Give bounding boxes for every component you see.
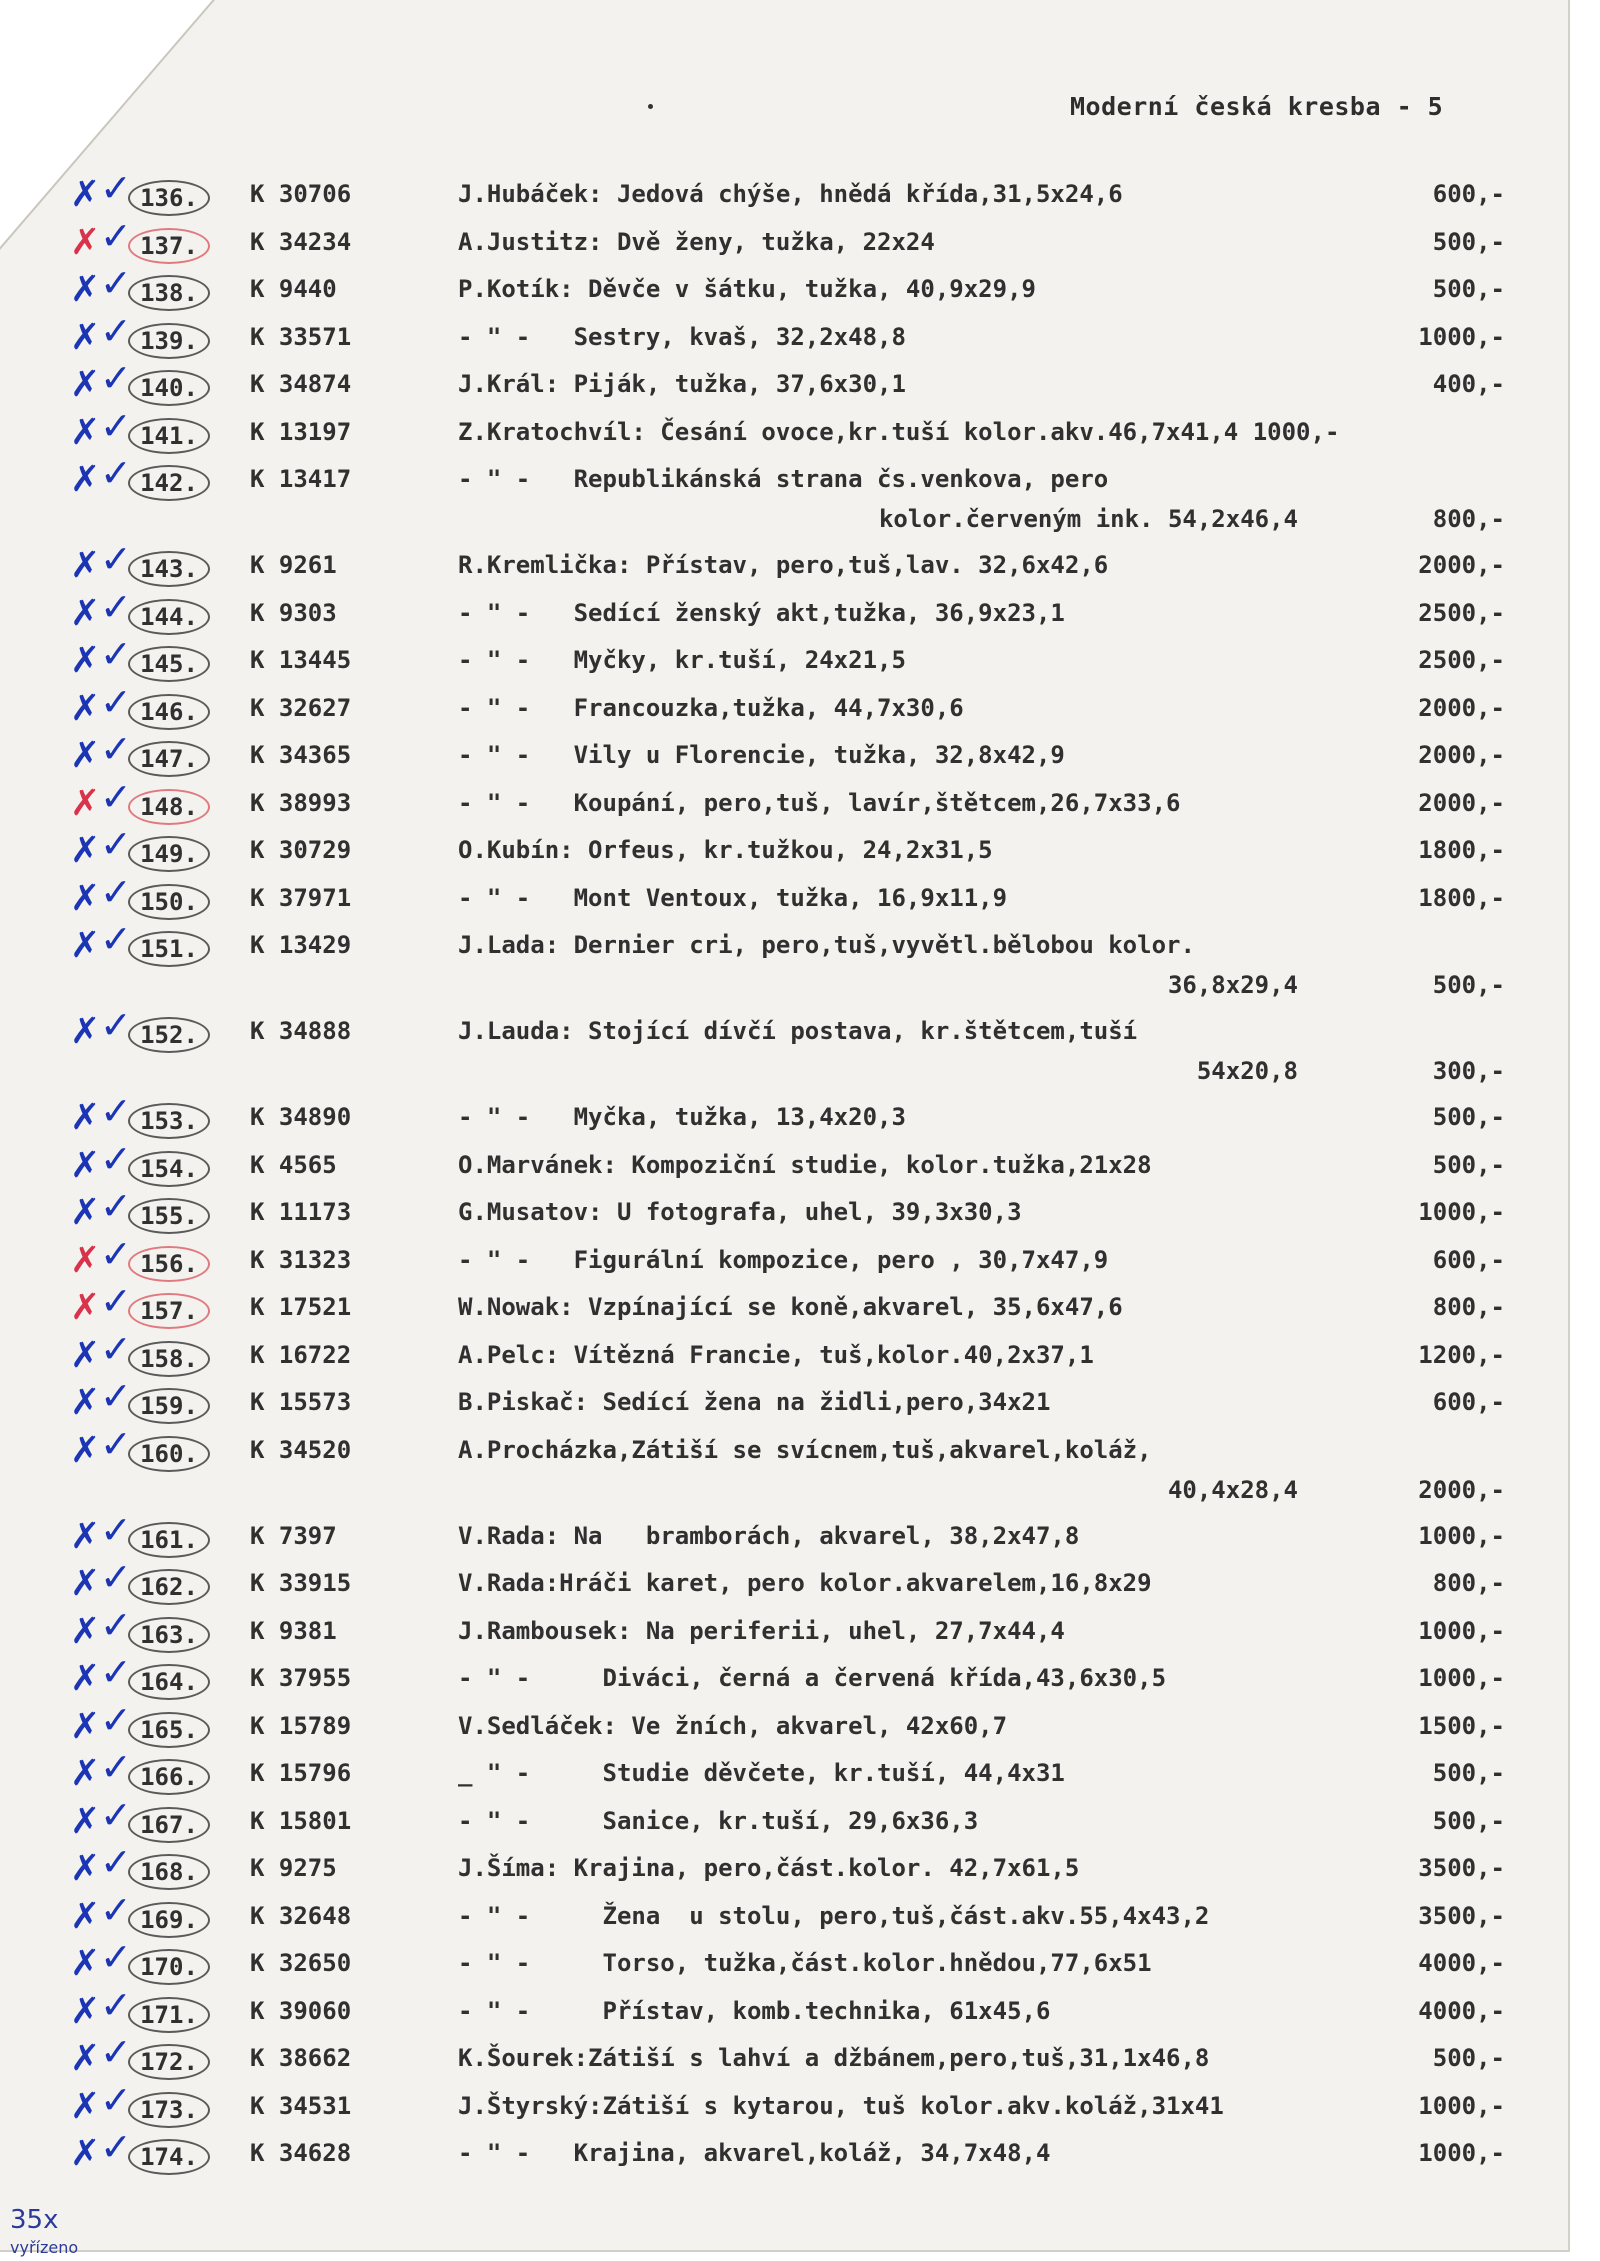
item-number: 152.	[128, 1017, 210, 1053]
inventory-number: K 15796	[250, 1759, 352, 1787]
inventory-number: K 37955	[250, 1664, 352, 1692]
price: 500,-	[1432, 1150, 1505, 1179]
item-number: 166.	[128, 1759, 210, 1795]
check-mark-icon: ✓	[100, 1650, 132, 1694]
artwork-description-continued: 54x20,8	[1196, 1057, 1298, 1085]
catalogue-entry	[0, 822, 1568, 880]
catalogue-entry	[0, 166, 1568, 224]
item-number: 160.	[128, 1436, 210, 1472]
price: 500,-	[1432, 2044, 1505, 2072]
item-number: 165.	[128, 1712, 210, 1748]
artwork-description: - " - Přístav, komb.technika, 61x45,6	[458, 1996, 1051, 2025]
handwritten-marks	[42, 2125, 142, 2183]
inventory-number: K 11173	[250, 1198, 352, 1226]
item-number: 138.	[128, 275, 210, 311]
cross-mark-icon: ✗	[70, 411, 101, 453]
cross-mark-icon: ✗	[70, 1943, 101, 1984]
item-number: 145.	[128, 646, 210, 682]
price: 1000,-	[1418, 1521, 1505, 1550]
catalogue-entry	[0, 727, 1568, 785]
price: 1000,-	[1418, 322, 1505, 351]
cross-mark-icon: ✗	[70, 316, 101, 358]
check-mark-icon: ✓	[100, 356, 132, 400]
price: 1000,-	[1418, 1664, 1505, 1692]
item-number: 158.	[128, 1341, 210, 1377]
inventory-number: K 34890	[250, 1103, 352, 1131]
price: 500,-	[1432, 275, 1505, 303]
cross-mark-icon: ✗	[70, 364, 101, 405]
price: 2000,-	[1418, 788, 1505, 817]
check-mark-icon: ✓	[100, 1792, 132, 1837]
catalogue-entry	[0, 584, 1568, 643]
price: 600,-	[1432, 1245, 1505, 1274]
catalogue-entry	[0, 1136, 1568, 1195]
catalogue-entry	[0, 1887, 1568, 1946]
price: 1800,-	[1418, 836, 1505, 864]
cross-mark-icon: ✗	[70, 1800, 101, 1842]
inventory-number: K 13417	[250, 465, 352, 493]
check-mark-icon: ✓	[100, 261, 132, 305]
check-mark-icon: ✓	[100, 1555, 132, 1599]
price: 1000,-	[1418, 2091, 1505, 2120]
item-number: 154.	[128, 1151, 210, 1187]
artwork-description: J.Hubáček: Jedová chýše, hnědá křída,31,5x24,6	[458, 180, 1123, 208]
catalogue-entry	[0, 1326, 1568, 1385]
artwork-description: - " - Sedící ženský akt,tužka, 36,9x23,1	[458, 598, 1065, 627]
price: 2000,-	[1418, 551, 1505, 579]
cross-mark-icon: ✗	[70, 782, 101, 824]
cross-mark-icon: ✗	[70, 1239, 101, 1281]
inventory-number: K 34234	[250, 227, 352, 256]
margin-note-done: vyřízeno	[10, 2238, 79, 2257]
inventory-number: K 17521	[250, 1293, 352, 1321]
check-mark-icon: ✓	[100, 1136, 132, 1181]
inventory-number: K 15573	[250, 1388, 352, 1416]
check-mark-icon: ✓	[100, 822, 132, 866]
cross-mark-icon: ✗	[70, 2133, 101, 2174]
inventory-number: K 9275	[250, 1854, 337, 1882]
artwork-description: - " - Vily u Florencie, tužka, 32,8x42,9	[458, 741, 1065, 769]
inventory-number: K 38662	[250, 2044, 352, 2072]
artwork-description: J.Král: Piják, tužka, 37,6x30,1	[458, 370, 906, 398]
inventory-number: K 9381	[250, 1616, 337, 1645]
price: 1500,-	[1418, 1711, 1505, 1740]
cross-mark-icon: ✗	[70, 1144, 101, 1186]
check-mark-icon: ✓	[100, 213, 132, 258]
catalogue-entry	[0, 1650, 1568, 1708]
check-mark-icon: ✓	[100, 1003, 132, 1047]
price: 1800,-	[1418, 883, 1505, 912]
inventory-number: K 13445	[250, 646, 352, 674]
artwork-description: - " - Krajina, akvarel,koláž, 34,7x48,4	[458, 2139, 1051, 2167]
check-mark-icon: ✓	[100, 1602, 132, 1647]
page-heading: Moderní česká kresba - 5	[1070, 92, 1444, 121]
artwork-description: - " - Žena u stolu, pero,tuš,část.akv.55,4x43,2	[458, 1901, 1210, 1930]
item-number: 157.	[128, 1293, 210, 1329]
check-mark-icon: ✓	[100, 774, 132, 819]
price: 2500,-	[1418, 646, 1505, 674]
item-number: 148.	[128, 789, 210, 825]
item-number: 150.	[128, 884, 210, 920]
item-number: 164.	[128, 1664, 210, 1700]
inventory-number: K 34365	[250, 741, 352, 769]
check-mark-icon: ✓	[100, 1840, 132, 1884]
catalogue-entry	[0, 261, 1568, 319]
catalogue-entry	[0, 1374, 1568, 1432]
artwork-description: A.Pelc: Vítězná Francie, tuš,kolor.40,2x37,1	[458, 1340, 1094, 1369]
artwork-description: A.Procházka,Zátiší se svícnem,tuš,akvarel,koláž,	[458, 1435, 1152, 1464]
inventory-number: K 15789	[250, 1711, 352, 1740]
check-mark-icon: ✓	[100, 1089, 132, 1133]
item-number: 162.	[128, 1569, 210, 1605]
cross-mark-icon: ✗	[70, 1429, 101, 1471]
inventory-number: K 34531	[250, 2091, 352, 2120]
check-mark-icon: ✓	[100, 403, 132, 448]
catalogue-entry	[0, 1184, 1568, 1242]
cross-mark-icon: ✗	[70, 687, 101, 729]
check-mark-icon: ✓	[100, 451, 132, 495]
cross-mark-icon: ✗	[70, 1563, 101, 1604]
artwork-description: J.Lauda: Stojící dívčí postava, kr.štětcem,tuší	[458, 1017, 1138, 1045]
inventory-number: K 7397	[250, 1521, 337, 1550]
price: 600,-	[1432, 180, 1505, 208]
artwork-description: K.Šourek:Zátiší s lahví a džbánem,pero,tuš,31,1x46,8	[458, 2044, 1210, 2072]
check-mark-icon: ✓	[100, 1184, 132, 1228]
catalogue-entry	[0, 2030, 1568, 2088]
inventory-number: K 32627	[250, 693, 352, 722]
cross-mark-icon: ✗	[70, 877, 101, 919]
cross-mark-icon: ✗	[70, 1848, 101, 1889]
price: 3500,-	[1418, 1854, 1505, 1882]
check-mark-icon: ✓	[100, 166, 132, 210]
catalogue-entry	[0, 917, 1568, 1009]
artwork-description: - " - Mont Ventoux, tužka, 16,9x11,9	[458, 883, 1008, 912]
cross-mark-icon: ✗	[70, 640, 101, 681]
check-mark-icon: ✓	[100, 1935, 132, 1979]
inventory-number: K 13197	[250, 417, 352, 446]
catalogue-entry	[0, 1935, 1568, 1993]
price: 500,-	[1432, 1806, 1505, 1835]
item-number: 147.	[128, 741, 210, 777]
inventory-number: K 33915	[250, 1569, 352, 1597]
price: 500,-	[1432, 1103, 1505, 1131]
check-mark-icon: ✓	[100, 1374, 132, 1418]
catalogue-entry	[0, 1745, 1568, 1803]
price: 500,-	[1432, 1759, 1505, 1787]
price: 800,-	[1432, 1569, 1505, 1597]
inventory-number: K 32650	[250, 1949, 352, 1977]
catalogue-entry	[0, 1279, 1568, 1337]
catalogue-entry	[0, 1089, 1568, 1147]
artwork-description: J.Lada: Dernier cri, pero,tuš,vyvětl.bělobou kolor.	[458, 931, 1195, 959]
catalogue-entry	[0, 679, 1568, 738]
cross-mark-icon: ✗	[70, 1515, 101, 1557]
cross-mark-icon: ✗	[70, 925, 101, 966]
catalogue-entry	[0, 213, 1568, 272]
cross-mark-icon: ✗	[70, 1334, 101, 1376]
check-mark-icon: ✓	[100, 1697, 132, 1742]
check-mark-icon: ✓	[100, 1745, 132, 1789]
inventory-number: K 33571	[250, 322, 352, 351]
check-mark-icon: ✓	[100, 2030, 132, 2074]
check-mark-icon: ✓	[100, 869, 132, 914]
cross-mark-icon: ✗	[70, 1895, 101, 1937]
check-mark-icon: ✓	[100, 2125, 132, 2169]
item-number: 171.	[128, 1997, 210, 2033]
check-mark-icon: ✓	[100, 1231, 132, 1276]
artwork-description: Z.Kratochvíl: Česání ovoce,kr.tuší kolor.akv.46,7x41,4 1000,-	[458, 417, 1340, 446]
item-number: 141.	[128, 418, 210, 454]
cross-mark-icon: ✗	[70, 269, 101, 310]
inventory-number: K 38993	[250, 788, 352, 817]
price: 2000,-	[1418, 693, 1505, 722]
artwork-description-continued: kolor.červeným ink. 54,2x46,4	[878, 505, 1298, 533]
check-mark-icon: ✓	[100, 917, 132, 961]
check-mark-icon: ✓	[100, 308, 132, 353]
artwork-description: G.Musatov: U fotografa, uhel, 39,3x30,3	[458, 1198, 1022, 1226]
check-mark-icon: ✓	[100, 1887, 132, 1932]
item-number: 136.	[128, 180, 210, 216]
item-number: 149.	[128, 836, 210, 872]
inventory-number: K 4565	[250, 1150, 337, 1179]
item-number: 143.	[128, 551, 210, 587]
artwork-description: - " - Koupání, pero,tuš, lavír,štětcem,26,7x33,6	[458, 788, 1181, 817]
artwork-description: - " - Myčky, kr.tuší, 24x21,5	[458, 646, 906, 674]
artwork-description: - " - Myčka, tužka, 13,4x20,3	[458, 1103, 906, 1131]
inventory-number: K 34628	[250, 2139, 352, 2167]
check-mark-icon: ✓	[100, 1507, 132, 1552]
check-mark-icon: ✓	[100, 632, 132, 676]
artwork-description: O.Kubín: Orfeus, kr.tužkou, 24,2x31,5	[458, 836, 993, 864]
item-number: 140.	[128, 370, 210, 406]
inventory-number: K 32648	[250, 1901, 352, 1930]
cross-mark-icon: ✗	[70, 1610, 101, 1652]
cross-mark-icon: ✗	[70, 1705, 101, 1747]
check-mark-icon: ✓	[100, 1982, 132, 2027]
artwork-description: J.Rambousek: Na periferii, uhel, 27,7x44,4	[458, 1616, 1065, 1645]
item-number: 173.	[128, 2092, 210, 2128]
inventory-number: K 30706	[250, 180, 352, 208]
item-number: 137.	[128, 228, 210, 264]
artwork-description-continued: 40,4x28,4	[1167, 1475, 1298, 1504]
cross-mark-icon: ✗	[70, 2038, 101, 2079]
check-mark-icon: ✓	[100, 2077, 132, 2122]
catalogue-entry	[0, 1840, 1568, 1898]
catalogue-entry	[0, 2077, 1568, 2136]
artwork-description: R.Kremlička: Přístav, pero,tuš,lav. 32,6x42,6	[458, 551, 1109, 579]
item-number: 139.	[128, 323, 210, 359]
inventory-number: K 39060	[250, 1996, 352, 2025]
check-mark-icon: ✓	[100, 679, 132, 724]
item-number: 163.	[128, 1617, 210, 1653]
inventory-number: K 9303	[250, 598, 337, 627]
catalogue-entry	[0, 2125, 1568, 2183]
handwritten-marks	[42, 917, 142, 975]
cross-mark-icon: ✗	[70, 1011, 101, 1052]
cross-mark-icon: ✗	[70, 1192, 101, 1233]
artwork-description: V.Rada: Na bramborách, akvarel, 38,2x47,8	[458, 1521, 1080, 1550]
artwork-description: J.Šíma: Krajina, pero,část.kolor. 42,7x61,5	[458, 1854, 1080, 1882]
item-number: 156.	[128, 1246, 210, 1282]
catalogue-entry	[0, 1982, 1568, 2041]
price: 2000,-	[1418, 1475, 1505, 1504]
cross-mark-icon: ✗	[70, 2085, 101, 2127]
catalogue-entry	[0, 1602, 1568, 1661]
catalogue-entry	[0, 1697, 1568, 1756]
check-mark-icon: ✓	[100, 1421, 132, 1466]
catalogue-entry	[0, 451, 1568, 543]
cross-mark-icon: ✗	[70, 1287, 101, 1328]
catalogue-entry	[0, 308, 1568, 367]
inventory-number: K 31323	[250, 1245, 352, 1274]
item-number: 161.	[128, 1522, 210, 1558]
artwork-description: - " - Francouzka,tužka, 44,7x30,6	[458, 693, 964, 722]
artwork-description: V.Sedláček: Ve žních, akvarel, 42x60,7	[458, 1711, 1008, 1740]
inventory-number: K 9261	[250, 551, 337, 579]
catalogue-entry	[0, 537, 1568, 595]
check-mark-icon: ✓	[100, 1279, 132, 1323]
cross-mark-icon: ✗	[70, 545, 101, 586]
price: 2500,-	[1418, 598, 1505, 627]
cross-mark-icon: ✗	[70, 221, 101, 263]
inventory-number: K 34520	[250, 1435, 352, 1464]
artwork-description: V.Rada:Hráči karet, pero kolor.akvarelem,16,8x29	[458, 1569, 1152, 1597]
item-number: 153.	[128, 1103, 210, 1139]
ink-dot	[648, 104, 653, 109]
cross-mark-icon: ✗	[70, 592, 101, 634]
catalogue-entry	[0, 356, 1568, 414]
artwork-description: P.Kotík: Děvče v šátku, tužka, 40,9x29,9	[458, 275, 1036, 303]
price: 800,-	[1432, 1293, 1505, 1321]
price: 1000,-	[1418, 1616, 1505, 1645]
artwork-description-continued: 36,8x29,4	[1167, 971, 1298, 999]
inventory-number: K 34874	[250, 370, 352, 398]
artwork-description: A.Justitz: Dvě ženy, tužka, 22x24	[458, 227, 935, 256]
catalogue-entry	[0, 1507, 1568, 1566]
inventory-number: K 13429	[250, 931, 352, 959]
inventory-number: K 9440	[250, 275, 337, 303]
price: 500,-	[1432, 227, 1505, 256]
price: 600,-	[1432, 1388, 1505, 1416]
price: 400,-	[1432, 370, 1505, 398]
item-number: 174.	[128, 2139, 210, 2175]
cross-mark-icon: ✗	[70, 830, 101, 871]
cross-mark-icon: ✗	[70, 1658, 101, 1699]
cross-mark-icon: ✗	[70, 1382, 101, 1423]
catalogue-entry	[0, 403, 1568, 462]
item-number: 168.	[128, 1854, 210, 1890]
catalogue-entry	[0, 632, 1568, 690]
check-mark-icon: ✓	[100, 584, 132, 629]
price: 3500,-	[1418, 1901, 1505, 1930]
margin-note-count: 35x	[10, 2205, 59, 2235]
cross-mark-icon: ✗	[70, 459, 101, 500]
artwork-description: - " - Sestry, kvaš, 32,2x48,8	[458, 322, 906, 351]
item-number: 151.	[128, 931, 210, 967]
item-number: 144.	[128, 599, 210, 635]
item-number: 167.	[128, 1807, 210, 1843]
check-mark-icon: ✓	[100, 537, 132, 581]
price: 1000,-	[1418, 1198, 1505, 1226]
price: 800,-	[1432, 505, 1505, 533]
price: 2000,-	[1418, 741, 1505, 769]
artwork-description: O.Marvánek: Kompoziční studie, kolor.tužka,21x28	[458, 1150, 1152, 1179]
cross-mark-icon: ✗	[70, 1990, 101, 2032]
inventory-number: K 37971	[250, 883, 352, 912]
item-number: 146.	[128, 694, 210, 730]
artwork-description: W.Nowak: Vzpínající se koně,akvarel, 35,6x47,6	[458, 1293, 1123, 1321]
artwork-description: - " - Sanice, kr.tuší, 29,6x36,3	[458, 1806, 979, 1835]
cross-mark-icon: ✗	[70, 735, 101, 776]
item-number: 169.	[128, 1902, 210, 1938]
catalogue-entry	[0, 1792, 1568, 1851]
price: 500,-	[1432, 971, 1505, 999]
price: 4000,-	[1418, 1996, 1505, 2025]
inventory-number: K 30729	[250, 836, 352, 864]
cross-mark-icon: ✗	[70, 1753, 101, 1794]
inventory-number: K 16722	[250, 1340, 352, 1369]
handwritten-marks	[42, 1003, 142, 1061]
price: 1000,-	[1418, 2139, 1505, 2167]
handwritten-marks	[42, 451, 142, 509]
item-number: 172.	[128, 2044, 210, 2080]
check-mark-icon: ✓	[100, 727, 132, 771]
artwork-description: - " - Diváci, černá a červená křída,43,6x30,5	[458, 1664, 1167, 1692]
catalogue-entry	[0, 1555, 1568, 1613]
check-mark-icon: ✓	[100, 1326, 132, 1371]
item-number: 170.	[128, 1949, 210, 1985]
artwork-description: - " - Republikánská strana čs.venkova, pero	[458, 465, 1109, 493]
price: 300,-	[1432, 1057, 1505, 1085]
catalogue-entry	[0, 1003, 1568, 1095]
item-number: 142.	[128, 465, 210, 501]
artwork-description: - " - Torso, tužka,část.kolor.hnědou,77,6x51	[458, 1949, 1152, 1977]
catalogue-entry	[0, 1421, 1568, 1514]
item-number: 155.	[128, 1198, 210, 1234]
price: 4000,-	[1418, 1949, 1505, 1977]
catalogue-entry	[0, 869, 1568, 928]
price: 1200,-	[1418, 1340, 1505, 1369]
catalogue-entry	[0, 774, 1568, 833]
artwork-description: B.Piskač: Sedící žena na židli,pero,34x21	[458, 1388, 1051, 1416]
item-number: 159.	[128, 1388, 210, 1424]
cross-mark-icon: ✗	[70, 1097, 101, 1138]
artwork-description: J.Štyrský:Zátiší s kytarou, tuš kolor.akv.koláž,31x41	[458, 2091, 1224, 2120]
handwritten-marks	[42, 1421, 142, 1480]
catalogue-entry	[0, 1231, 1568, 1290]
artwork-description: - " - Figurální kompozice, pero , 30,7x47,9	[458, 1245, 1109, 1274]
inventory-number: K 34888	[250, 1017, 352, 1045]
inventory-number: K 15801	[250, 1806, 352, 1835]
artwork-description: _ " - Studie děvčete, kr.tuší, 44,4x31	[458, 1759, 1065, 1787]
cross-mark-icon: ✗	[70, 174, 101, 215]
